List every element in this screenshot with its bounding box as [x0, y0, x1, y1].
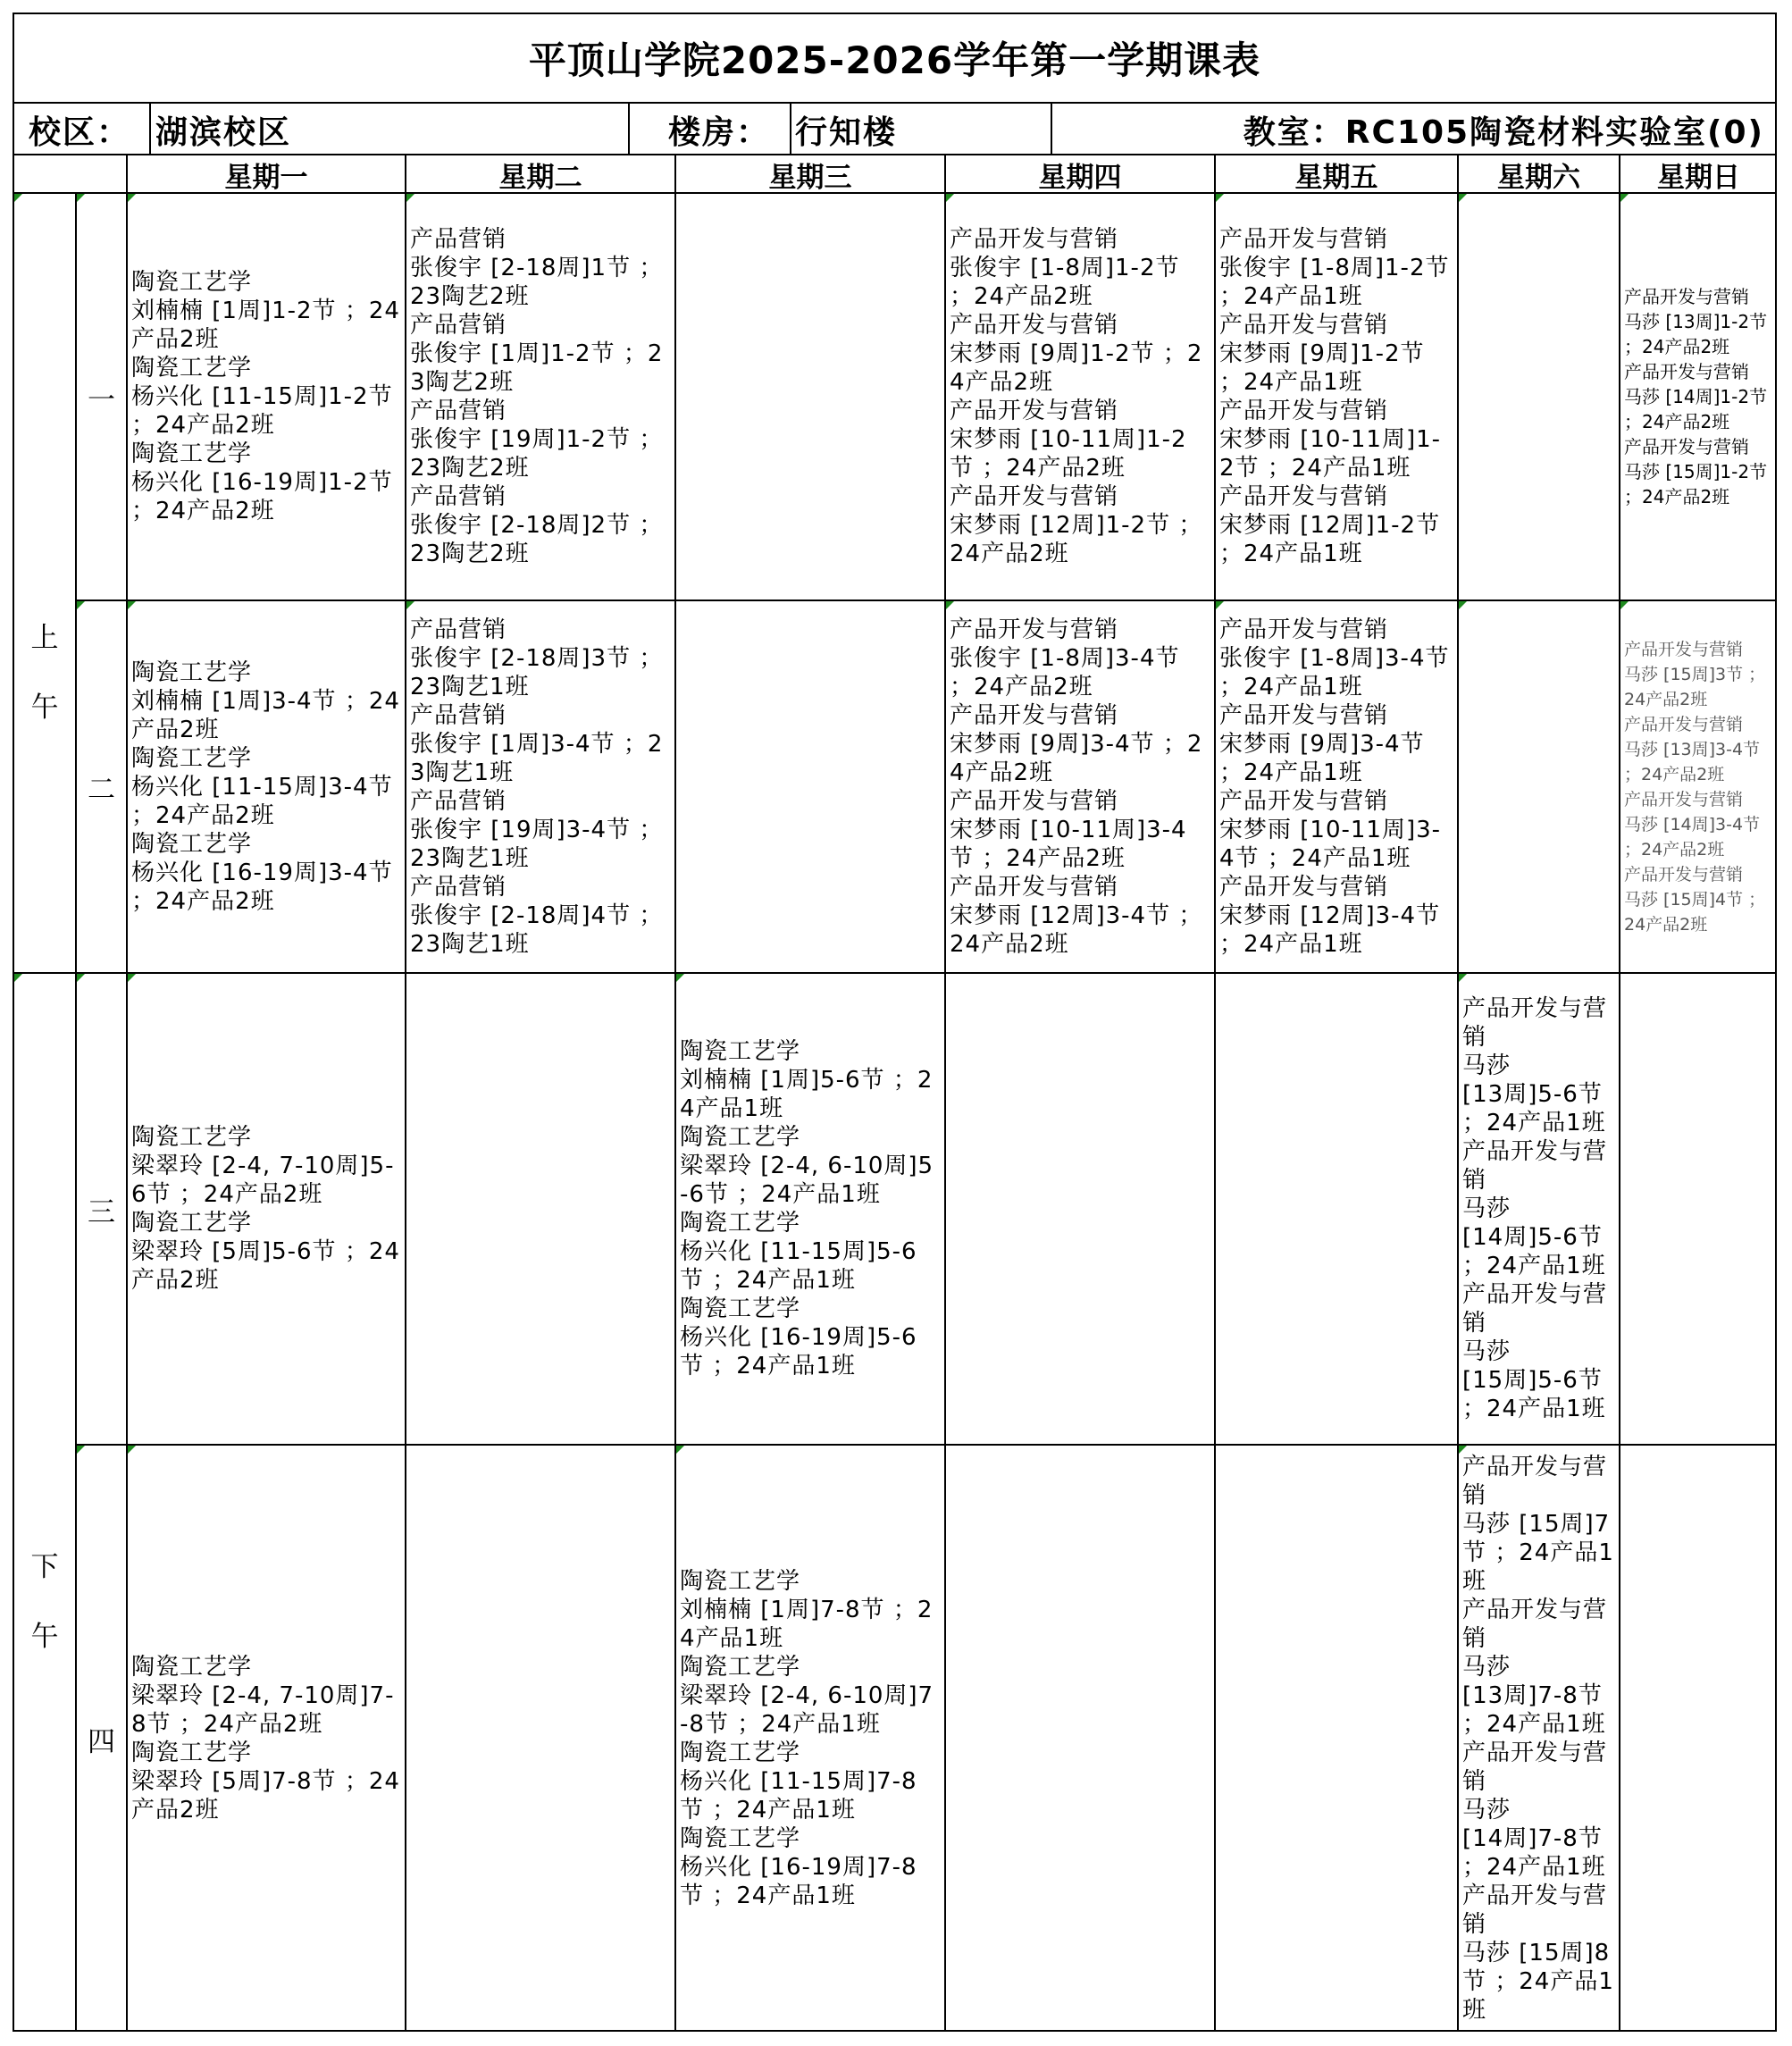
cell-marker	[14, 974, 22, 982]
schedule-cell-p1-wed	[676, 194, 944, 600]
schedule-cell-p2-fri: 产品开发与营销 张俊宇 [1-8周]3-4节 ；24产品1班 产品开发与营销 宋梦雨 [9周]3-4节 ；24产品1班 产品开发与营销 宋梦雨 [10-11周]3-4节 ；24产品1班 产品开发与营销 宋梦雨 [12周]3-4节 ；24产品1班	[1219, 616, 1450, 958]
cell-marker	[77, 601, 85, 609]
schedule-cell-p3-thu	[946, 974, 1214, 1444]
schedule-cell-p1-fri: 产品开发与营销 张俊宇 [1-8周]1-2节 ；24产品1班 产品开发与营销 宋梦雨 [9周]1-2节 ；24产品1班 产品开发与营销 宋梦雨 [10-11周]1-2节 ；24产品1班 产品开发与营销 宋梦雨 [12周]1-2节 ；24产品1班	[1219, 226, 1450, 567]
info-sep-1	[149, 102, 151, 154]
info-sep-2	[628, 102, 630, 154]
schedule-cell-p4-sat: 产品开发与营销 马莎 [15周]7节 ；24产品1班 产品开发与营销 马莎 [13周]7-8节 ；24产品1班 产品开发与营销 马莎 [14周]7-8节 ；24产品1班 产品开发与营销 马莎 [15周]8节 ；24产品1班	[1462, 1454, 1614, 2024]
info-sep-3	[790, 102, 791, 154]
period-label-4: 四	[88, 1725, 115, 1758]
schedule-cell-p2-tue: 产品营销 张俊宇 [2-18周]3节 ；23陶艺1班 产品营销 张俊宇 [1周]3-4节 ；23陶艺1班 产品营销 张俊宇 [19周]3-4节 ；23陶艺1班 产品营销 张俊宇 [2-18周]4节 ；23陶艺1班	[410, 616, 664, 958]
day-header-fri: 星期五	[1294, 161, 1378, 194]
schedule-cell-p2-wed	[676, 601, 944, 972]
day-header-tue: 星期二	[498, 161, 582, 194]
campus-label: 校区：	[29, 113, 131, 151]
classroom-label: 教室：RC105陶瓷材料实验室(0)	[1243, 113, 1764, 151]
schedule-cell-p3-fri	[1216, 974, 1457, 1444]
period-label-2: 二	[88, 774, 115, 806]
cell-marker	[77, 974, 85, 982]
period-label-3: 三	[88, 1195, 115, 1228]
schedule-cell-p3-sat: 产品开发与营销 马莎 [13周]5-6节 ；24产品1班 产品开发与营销 马莎 [14周]5-6节 ；24产品1班 产品开发与营销 马莎 [15周]5-6节 ；24产品1班	[1462, 995, 1608, 1422]
schedule-cell-p4-thu	[946, 1446, 1214, 2032]
day-header-thu: 星期四	[1038, 161, 1122, 194]
campus-value: 湖滨校区	[155, 113, 292, 151]
schedule-cell-p3-sun	[1620, 974, 1777, 1444]
schedule-cell-p1-sat	[1459, 194, 1619, 600]
schedule-cell-p3-wed: 陶瓷工艺学 刘楠楠 [1周]5-6节 ；24产品1班 陶瓷工艺学 梁翠玲 [2-4, 6-10周]5-6节 ；24产品1班 陶瓷工艺学 杨兴化 [11-15周]5-6节 ；24产品1班 陶瓷工艺学 杨兴化 [16-19周]5-6节 ；24产品1班	[680, 1038, 934, 1379]
schedule-cell-p4-wed: 陶瓷工艺学 刘楠楠 [1周]7-8节 ；24产品1班 陶瓷工艺学 梁翠玲 [2-4, 6-10周]7-8节 ；24产品1班 陶瓷工艺学 杨兴化 [11-15周]7-8节 ；24产品1班 陶瓷工艺学 杨兴化 [16-19周]7-8节 ；24产品1班	[680, 1568, 934, 1909]
schedule-cell-p1-mon: 陶瓷工艺学 刘楠楠 [1周]1-2节 ；24产品2班 陶瓷工艺学 杨兴化 [11-15周]1-2节 ；24产品2班 陶瓷工艺学 杨兴化 [16-19周]1-2节 ；24产品2班	[131, 269, 400, 524]
schedule-cell-p4-fri	[1216, 1446, 1457, 2032]
period-label-1: 一	[88, 383, 115, 416]
schedule-cell-p4-tue	[406, 1446, 674, 2032]
day-header-wed: 星期三	[768, 161, 852, 194]
schedule-cell-p1-sun: 产品开发与营销 马莎 [13周]1-2节 ；24产品2班 产品开发与营销 马莎 [14周]1-2节 ；24产品2班 产品开发与营销 马莎 [15周]1-2节 ；24产品2班	[1624, 286, 1768, 507]
cell-marker	[14, 194, 22, 202]
building-label: 楼房：	[668, 113, 771, 151]
info-sep-4	[1051, 102, 1052, 154]
cell-marker	[77, 194, 85, 202]
day-header-sat: 星期六	[1497, 161, 1580, 194]
schedule-cell-p3-tue	[406, 974, 674, 1444]
page-title: 平顶山学院2025-2026学年第一学期课表	[528, 38, 1261, 82]
session-am: 上 午	[30, 622, 59, 724]
schedule-cell-p4-mon: 陶瓷工艺学 梁翠玲 [2-4, 7-10周]7-8节 ；24产品2班 陶瓷工艺学 梁翠玲 [5周]7-8节 ；24产品2班	[131, 1654, 400, 1824]
schedule-cell-p2-mon: 陶瓷工艺学 刘楠楠 [1周]3-4节 ；24产品2班 陶瓷工艺学 杨兴化 [11-15周]3-4节 ；24产品2班 陶瓷工艺学 杨兴化 [16-19周]3-4节 ；24产品2班	[131, 658, 400, 915]
rule-title-bottom	[13, 102, 1777, 104]
schedule-cell-p2-sun: 产品开发与营销 马莎 [15周]3节 ；24产品2班 产品开发与营销 马莎 [13周]3-4节 ；24产品2班 产品开发与营销 马莎 [14周]3-4节 ；24产品2班 产品开发与营销 马莎 [15周]4节 ；24产品2班	[1624, 639, 1766, 935]
schedule-cell-p1-tue: 产品营销 张俊宇 [2-18周]1节 ；23陶艺2班 产品营销 张俊宇 [1周]1-2节 ；23陶艺2班 产品营销 张俊宇 [19周]1-2节 ；23陶艺2班 产品营销 张俊宇 [2-18周]2节 ；23陶艺2班	[410, 226, 664, 567]
schedule-cell-p4-sun	[1620, 1446, 1777, 2032]
day-header-sun: 星期日	[1657, 161, 1740, 194]
schedule-cell-p2-sat	[1459, 601, 1619, 972]
schedule-cell-p1-thu: 产品开发与营销 张俊宇 [1-8周]1-2节 ；24产品2班 产品开发与营销 宋梦雨 [9周]1-2节 ；24产品2班 产品开发与营销 宋梦雨 [10-11周]1-2节 ；24产品2班 产品开发与营销 宋梦雨 [12周]1-2节 ；24产品2班	[950, 226, 1203, 567]
day-header-mon: 星期一	[224, 161, 308, 194]
building-value: 行知楼	[795, 113, 898, 151]
schedule-cell-p3-mon: 陶瓷工艺学 梁翠玲 [2-4, 7-10周]5-6节 ；24产品2班 陶瓷工艺学 梁翠玲 [5周]5-6节 ；24产品2班	[131, 1124, 400, 1294]
schedule-cell-p2-thu: 产品开发与营销 张俊宇 [1-8周]3-4节 ；24产品2班 产品开发与营销 宋梦雨 [9周]3-4节 ；24产品2班 产品开发与营销 宋梦雨 [10-11周]3-4节 ；24产品2班 产品开发与营销 宋梦雨 [12周]3-4节 ；24产品2班	[950, 616, 1203, 958]
cell-marker	[77, 1446, 85, 1454]
session-pm: 下 午	[30, 1551, 59, 1653]
